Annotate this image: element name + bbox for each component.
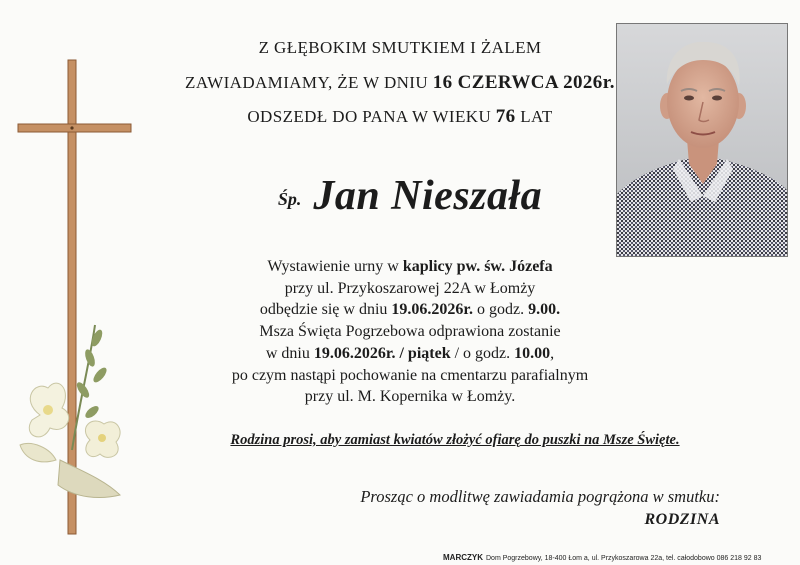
footer-brand: MARCZYK (443, 553, 483, 562)
mass-time: 10.00 (514, 344, 551, 362)
closing (280, 485, 720, 531)
family-request: Rodzina prosi, aby zamiast kwiatów złożyć ofiarę do puszki na Msze Święte. (230, 432, 680, 448)
details-line-5-mid: / o godz. (450, 344, 515, 362)
details-line-3-text: odbędzie się w dniu (259, 301, 392, 319)
details-line-7 (190, 386, 630, 408)
details-line-6 (190, 365, 630, 387)
details-line-1-text: Wystawienie urny w (267, 258, 403, 275)
header-line-1-text: Z GŁĘBOKIM SMUTKIEM I ŻALEM (258, 38, 542, 57)
portrait-photo (616, 23, 788, 257)
funeral-details (190, 256, 630, 408)
details-line-3 (190, 299, 630, 321)
header-line-3-suffix: LAT (515, 107, 553, 126)
signature: RODZINA (644, 511, 720, 528)
urn-date: 19.06.2026r. (391, 301, 474, 319)
details-line-5 (190, 343, 630, 365)
closing-text: Prosząc o modlitwę zawiadamia pogrążona w smutku: (360, 487, 720, 506)
details-line-5-suffix: , (550, 344, 555, 362)
header-line-3-text: ODSZEDŁ DO PANA W WIEKU (247, 107, 496, 126)
urn-time: 9.00. (528, 301, 561, 319)
details-line-7-text: przy ul. M. Kopernika w Łomży. (304, 388, 516, 406)
mass-date: 19.06.2026r. / piątek (313, 344, 451, 362)
header-line-2 (140, 72, 660, 94)
details-line-6-text: po czym nastąpi pochowanie na cmentarzu parafialnym (231, 366, 589, 384)
lily-flowers-icon (10, 320, 140, 530)
header-line-3 (140, 106, 660, 128)
death-date: 16 CZERWCA 2026r. (432, 72, 615, 93)
footer-text: Dom Pogrzebowy, 18-400 Łom a, ul. Przykoszarowa 22a, tel. całodobowo 086 218 92 83 (486, 555, 762, 562)
details-line-2 (190, 278, 630, 300)
details-line-2-text: przy ul. Przykoszarowej 22A w Łomży (284, 279, 536, 297)
age: 76 (495, 106, 516, 127)
deceased-name-row (150, 172, 670, 220)
details-line-4 (190, 321, 630, 343)
chapel-name: kaplicy pw. św. Józefa (402, 258, 553, 275)
details-line-1 (190, 256, 630, 278)
details-line-3-mid: o godz. (473, 301, 529, 319)
footer (443, 553, 761, 562)
deceased-name: Jan Nieszała (313, 173, 543, 219)
sp-prefix: Śp. (277, 189, 302, 209)
details-line-5-text: w dniu (265, 344, 314, 362)
details-line-4-text: Msza Święta Pogrzebowa odprawiona zostanie (259, 323, 561, 341)
header-line-1 (140, 38, 660, 58)
header-line-2-text: ZAWIADAMIAMY, ŻE W DNIU (185, 73, 433, 92)
